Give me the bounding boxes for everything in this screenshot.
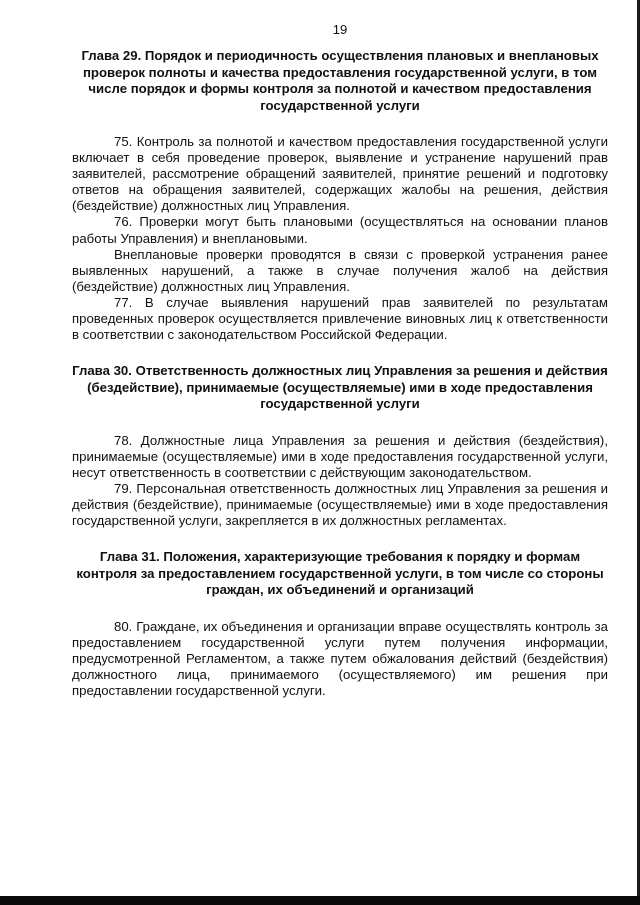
paragraph: 77. В случае выявления нарушений прав заявителей по результатам проведенных проверок осуществляется привлечение виновных лиц к ответственности в соответствии с законодательством Российской Федерации. bbox=[72, 294, 608, 343]
page-number: 19 bbox=[332, 22, 348, 37]
chapter-body bbox=[72, 433, 608, 530]
chapter-title: Глава 29. Порядок и периодичность осуществления плановых и внеплановых проверок полноты и качества предоставления государственной услуги, в том числе порядок и формы контроля за полнотой и качеством предоставления государственной услуги bbox=[81, 48, 599, 113]
chapter-body bbox=[72, 134, 608, 343]
paragraph: 79. Персональная ответственность должностных лиц Управления за решения и действия (бездействие), принимаемые (осуществляемые) ими в ходе предоставления государственной услуги, закрепляется в их должностных регламентах. bbox=[72, 481, 608, 529]
paragraph: Внеплановые проверки проводятся в связи с проверкой устранения ранее выявленных нарушений, а также в случае получения жалоб на действия (бездействие) должностных лиц Управления. bbox=[72, 246, 608, 294]
chapter-title: Глава 31. Положения, характеризующие требования к порядку и формам контроля за предоставлением государственной услуги, в том числе со стороны граждан, их объединений и организаций bbox=[76, 549, 604, 598]
chapter-31 bbox=[72, 549, 608, 699]
chapter-30 bbox=[72, 363, 608, 529]
scan-bottom-edge bbox=[0, 896, 640, 905]
paragraph: 75. Контроль за полнотой и качеством предоставления государственной услуги включает в себя проведение проверок, выявление и устранение нарушений прав заявителей, рассмотрение обращений заявителей, принятие решений и подготовку ответов на обращения заявителей, содержащих жалобы на решения, действия (бездействие) должностных лиц Управления. bbox=[72, 134, 608, 214]
paragraph: 76. Проверки могут быть плановыми (осуществляться на основании планов работы Управления) и внеплановыми. bbox=[72, 214, 608, 246]
paragraph: 78. Должностные лица Управления за решения и действия (бездействия), принимаемые (осуществляемые) ими в ходе предоставления государственной услуги, несут ответственность в соответствии с действующим законодательством. bbox=[72, 432, 608, 480]
chapter-29 bbox=[72, 48, 608, 343]
document-page bbox=[72, 22, 608, 719]
paragraph: 80. Граждане, их объединения и организации вправе осуществлять контроль за предоставлением государственной услуги путем получения информации, предусмотренной Регламентом, а также путем обжалования действий (бездействия) должностного лица, принимаемого (осуществляемого) им решения при предоставлении государственной услуги. bbox=[72, 618, 608, 699]
chapter-body bbox=[72, 619, 608, 699]
chapter-title: Глава 30. Ответственность должностных лиц Управления за решения и действия (бездействие), принимаемые (осуществляемые) ими в ходе предоставления государственной услуги bbox=[72, 363, 608, 412]
